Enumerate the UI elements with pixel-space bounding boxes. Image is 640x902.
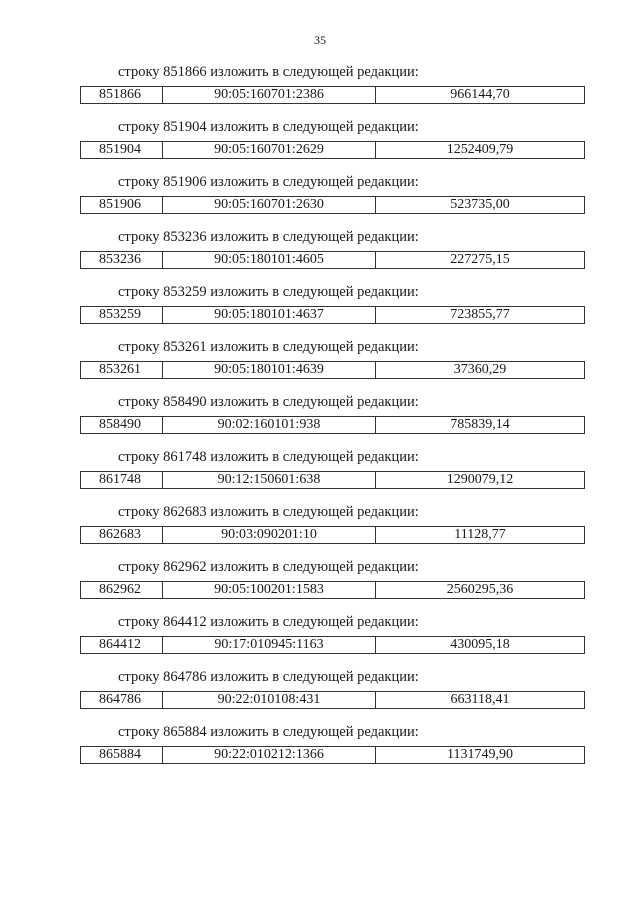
row-number-cell: 862962 [81, 582, 163, 598]
cadastral-value-cell: 1290079,12 [446, 472, 514, 487]
cadastral-value-cell: 966144,70 [450, 87, 510, 102]
table-row [80, 416, 585, 434]
cadastral-number-cell: 90:22:010212:1366 [163, 747, 376, 763]
cadastral-number-cell: 90:22:010108:431 [163, 692, 376, 708]
entry-instruction: строку 862962 изложить в следующей редакции: [118, 559, 419, 575]
table-row [80, 636, 585, 654]
entry [0, 227, 640, 282]
row-number-cell: 851904 [81, 142, 163, 158]
entry [0, 392, 640, 447]
entry-instruction: строку 853236 изложить в следующей редакции: [118, 229, 419, 245]
entry [0, 337, 640, 392]
cadastral-value-cell: 523735,00 [450, 197, 510, 212]
table-row [80, 581, 585, 599]
cadastral-value-cell: 723855,77 [450, 307, 510, 322]
row-number-cell: 853259 [81, 307, 163, 323]
entry-instruction: строку 851904 изложить в следующей редакции: [118, 119, 419, 135]
cadastral-value-cell: 663118,41 [450, 692, 510, 707]
entry-instruction: строку 861748 изложить в следующей редакции: [118, 449, 419, 465]
entry-instruction: строку 862683 изложить в следующей редакции: [118, 504, 419, 520]
entry-instruction: строку 853261 изложить в следующей редакции: [118, 339, 419, 355]
cadastral-value-cell: 11128,77 [454, 527, 506, 542]
cadastral-value-cell: 1131749,90 [447, 747, 513, 762]
entry [0, 282, 640, 337]
cadastral-value-cell: 37360,29 [453, 362, 507, 377]
table-row [80, 361, 585, 379]
cadastral-number-cell: 90:05:180101:4637 [163, 307, 376, 323]
page-number: 35 [314, 33, 326, 47]
table-row [80, 746, 585, 764]
cadastral-number-cell: 90:05:180101:4639 [163, 362, 376, 378]
cadastral-number-cell: 90:12:150601:638 [163, 472, 376, 488]
cadastral-value-cell: 1252409,79 [446, 142, 514, 157]
row-number-cell: 853236 [81, 252, 163, 268]
cadastral-number-cell: 90:03:090201:10 [163, 527, 376, 543]
entry [0, 612, 640, 667]
table-row [80, 691, 585, 709]
cadastral-number-cell: 90:05:100201:1583 [163, 582, 376, 598]
entry [0, 667, 640, 722]
row-number-cell: 851906 [81, 197, 163, 213]
cadastral-number-cell: 90:05:180101:4605 [163, 252, 376, 268]
entry-instruction: строку 858490 изложить в следующей редакции: [118, 394, 419, 410]
cadastral-value-cell: 430095,18 [450, 637, 510, 652]
table-row [80, 196, 585, 214]
entry-instruction: строку 864786 изложить в следующей редакции: [118, 669, 419, 685]
entries-list [0, 62, 640, 777]
cadastral-value-cell: 785839,14 [450, 417, 510, 432]
cadastral-value-cell: 227275,15 [450, 252, 510, 267]
entry [0, 117, 640, 172]
row-number-cell: 858490 [81, 417, 163, 433]
table-row [80, 86, 585, 104]
table-row [80, 141, 585, 159]
entry [0, 502, 640, 557]
entry [0, 447, 640, 502]
entry-instruction: строку 864412 изложить в следующей редакции: [118, 614, 419, 630]
cadastral-number-cell: 90:02:160101:938 [163, 417, 376, 433]
row-number-cell: 864412 [81, 637, 163, 653]
table-row [80, 526, 585, 544]
row-number-cell: 862683 [81, 527, 163, 543]
entry-instruction: строку 853259 изложить в следующей редакции: [118, 284, 419, 300]
entry [0, 172, 640, 227]
entry-instruction: строку 865884 изложить в следующей редакции: [118, 724, 419, 740]
table-row [80, 251, 585, 269]
row-number-cell: 865884 [81, 747, 163, 763]
entry [0, 722, 640, 777]
entry [0, 557, 640, 612]
row-number-cell: 864786 [81, 692, 163, 708]
entry-instruction: строку 851906 изложить в следующей редакции: [118, 174, 419, 190]
cadastral-number-cell: 90:05:160701:2630 [163, 197, 376, 213]
entry [0, 62, 640, 117]
table-row [80, 471, 585, 489]
cadastral-value-cell: 2560295,36 [446, 582, 514, 597]
row-number-cell: 853261 [81, 362, 163, 378]
cadastral-number-cell: 90:17:010945:1163 [163, 637, 376, 653]
cadastral-number-cell: 90:05:160701:2629 [163, 142, 376, 158]
entry-instruction: строку 851866 изложить в следующей редакции: [118, 64, 419, 80]
row-number-cell: 861748 [81, 472, 163, 488]
row-number-cell: 851866 [81, 87, 163, 103]
table-row [80, 306, 585, 324]
cadastral-number-cell: 90:05:160701:2386 [163, 87, 376, 103]
